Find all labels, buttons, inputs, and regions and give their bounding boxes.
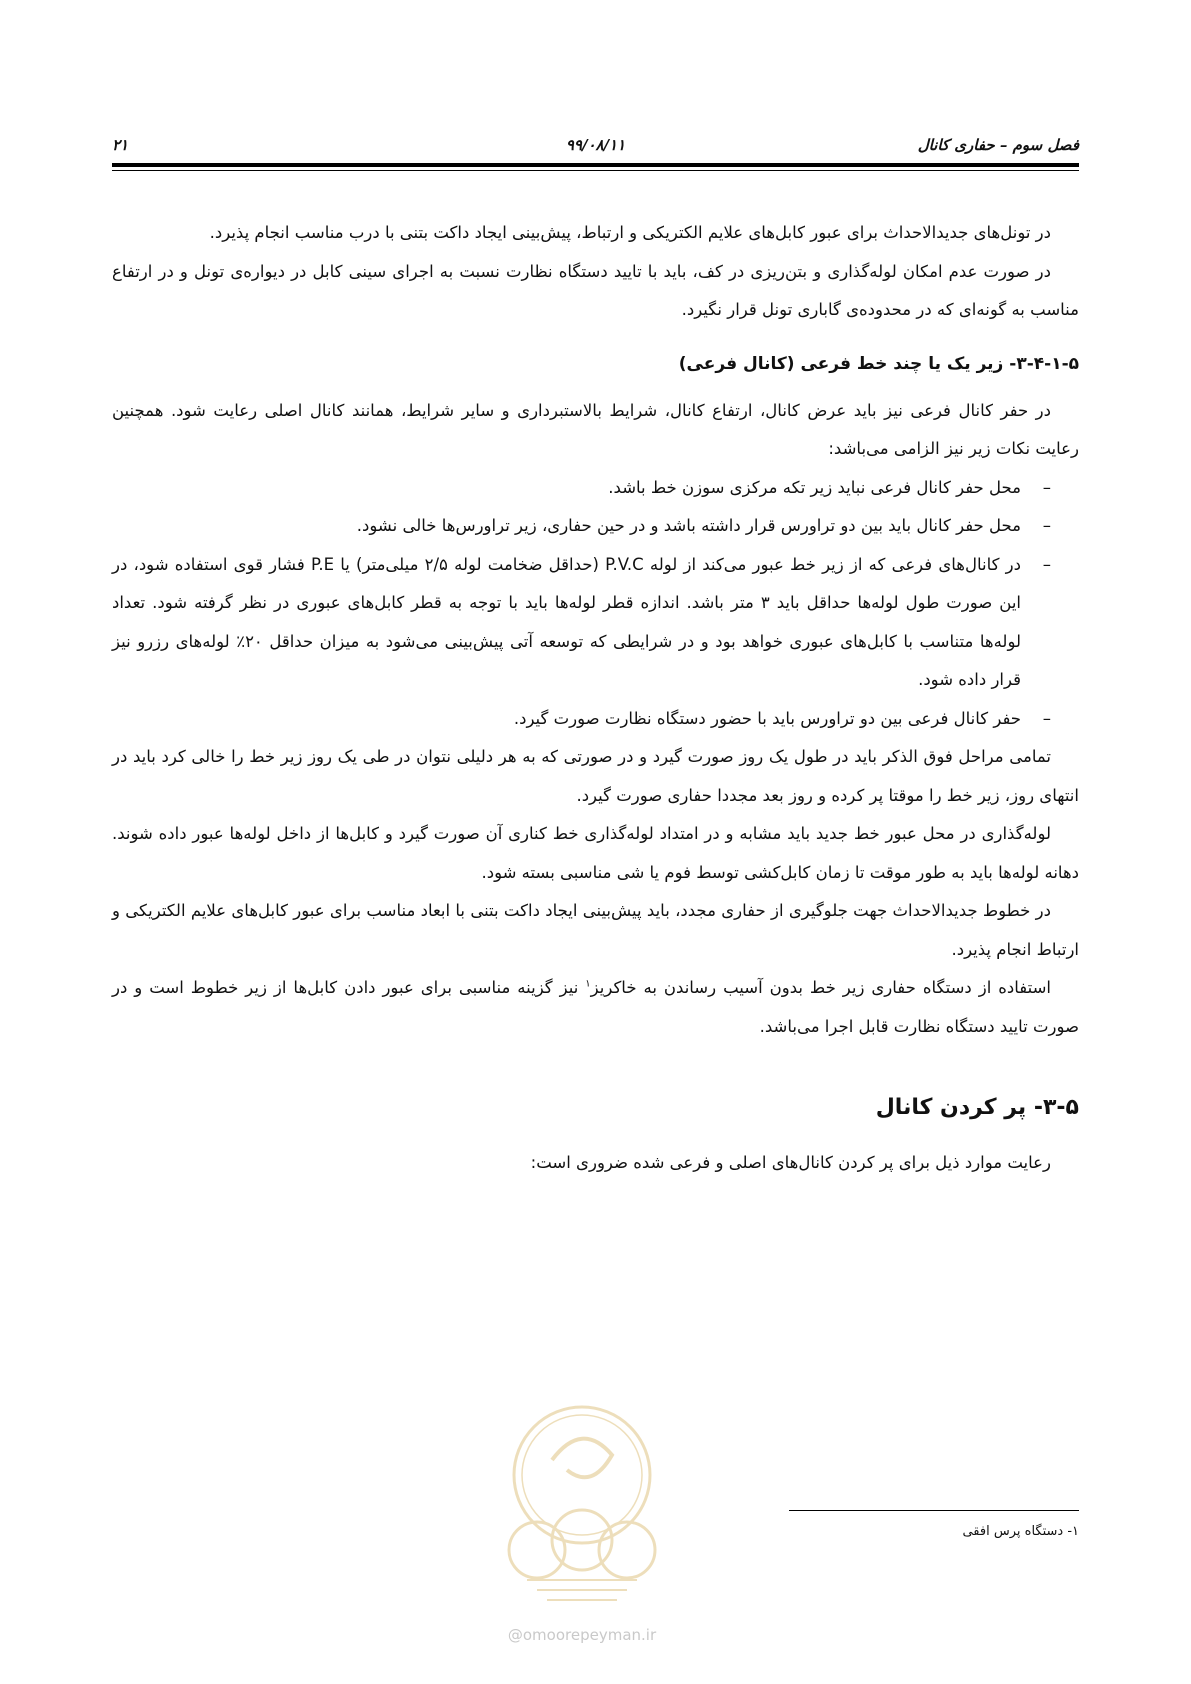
paragraph: لوله‌گذاری در محل عبور خط جدید باید مشابه و در امتداد لوله‌گذاری خط کناری آن صورت گیرد و کابل‌ها از داخل لوله‌ها عبور داده شوند. دهانه لوله‌ها باید به طور موقت تا زمان کابل‌کشی توسط فوم یا شی مناسبی بسته شود. bbox=[112, 824, 1079, 882]
paragraph: در حفر کانال فرعی نیز باید عرض کانال، ارتفاع کانال، شرایط بالاستبرداری و سایر شرایط، همانند کانال اصلی رعایت شود. همچنین رعایت نکات زیر نیز الزامی می‌باشد: bbox=[112, 400, 1079, 458]
list-item: – در کانال‌های فرعی که از زیر خط عبور می‌کند از لوله P.V.C (حداقل ضخامت لوله ۲/۵ میلی‌متر) یا P.E فشار قوی استفاده شود، در این صورت طول لوله‌ها حداقل باید ۳ متر باشد. اندازه قطر لوله‌ها باید با توجه به قطر کابل‌های عبوری در نظر گرفته شود. تعداد لوله‌ها متناسب با کابل‌های عبوری خواهد بود و در شرایطی که توسعه آتی پیش‌بینی می‌شود به میزان حداقل ۲۰٪ لوله‌های رزرو نیز قرار داده شود. bbox=[112, 546, 1051, 700]
paragraph-text: استفاده از دستگاه حفاری زیر خط بدون آسیب رساندن به خاکریز bbox=[590, 978, 1051, 997]
list-item: – محل حفر کانال باید بین دو تراورس قرار داشته باشد و در حین حفاری، زیر تراورس‌ها خالی نشود. bbox=[112, 507, 1051, 546]
paragraph: در خطوط جدیدالاحداث جهت جلوگیری از حفاری مجدد، باید پیش‌بینی ایجاد داکت بتنی با ابعاد مناسب برای عبور کابل‌های علایم الکتریکی و ارتباط انجام پذیرد. bbox=[112, 901, 1079, 959]
header-rule-thin bbox=[112, 170, 1079, 171]
bullet-list bbox=[112, 469, 1079, 739]
section-heading-large: ۳-۵- پر کردن کانال bbox=[875, 1095, 1079, 1120]
paragraph: تمامی مراحل فوق الذکر باید در طول یک روز صورت گیرد و در صورتی که به هر دلیلی نتوان در طی یک روز زیر خط را خالی کرد باید در انتهای روز، زیر خط را موقتا پر کرده و روز بعد مجددا حفاری صورت گیرد. bbox=[112, 747, 1079, 805]
paragraph: رعایت موارد ذیل برای پر کردن کانال‌های اصلی و فرعی شده ضروری است: bbox=[530, 1153, 1051, 1172]
page-header bbox=[112, 128, 1079, 162]
paragraph-text: نیز گزینه مناسبی برای عبور دادن کابل‌ها از زیر خطوط است و در صورت تایید دستگاه نظارت قابل اجرا می‌باشد. bbox=[112, 978, 1079, 1036]
header-rule-thick bbox=[112, 163, 1079, 167]
list-item: – حفر کانال فرعی بین دو تراورس باید با حضور دستگاه نظارت صورت گیرد. bbox=[112, 700, 1051, 739]
paragraph: در صورت عدم امکان لوله‌گذاری و بتن‌ریزی در کف، باید با تایید دستگاه نظارت نسبت به اجرای سینی کابل در دیواره‌ی تونل و در ارتفاع مناسب به گونه‌ای که در محدوده‌ی گاباری تونل قرار نگیرد. bbox=[112, 261, 1079, 319]
footnote-divider bbox=[789, 1510, 1079, 1511]
chapter-title: فصل سوم – حفاری کانال bbox=[917, 136, 1079, 154]
watermark-text: @omoorepeyman.ir bbox=[507, 1626, 657, 1644]
watermark-logo-icon bbox=[497, 1400, 667, 1610]
paragraph: در تونل‌های جدیدالاحداث برای عبور کابل‌های علایم الکتریکی و ارتباط، پیش‌بینی ایجاد داکت بتنی با درب مناسب انجام پذیرد. bbox=[209, 223, 1051, 242]
page-number: ۲۱ bbox=[112, 136, 129, 154]
list-item: – محل حفر کانال فرعی نباید زیر تکه مرکزی سوزن خط باشد. bbox=[112, 469, 1051, 508]
page-body bbox=[112, 214, 1079, 1183]
footnote-ref[interactable]: ۱ bbox=[585, 978, 591, 990]
footnote: ۱- دستگاه پرس افقی bbox=[962, 1524, 1079, 1539]
header-date: ۹۹/۰۸/۱۱ bbox=[565, 136, 626, 154]
paragraph bbox=[112, 969, 1079, 1046]
section-heading: ۳-۴-۱-۵- زیر یک یا چند خط فرعی (کانال فرعی) bbox=[678, 353, 1079, 374]
